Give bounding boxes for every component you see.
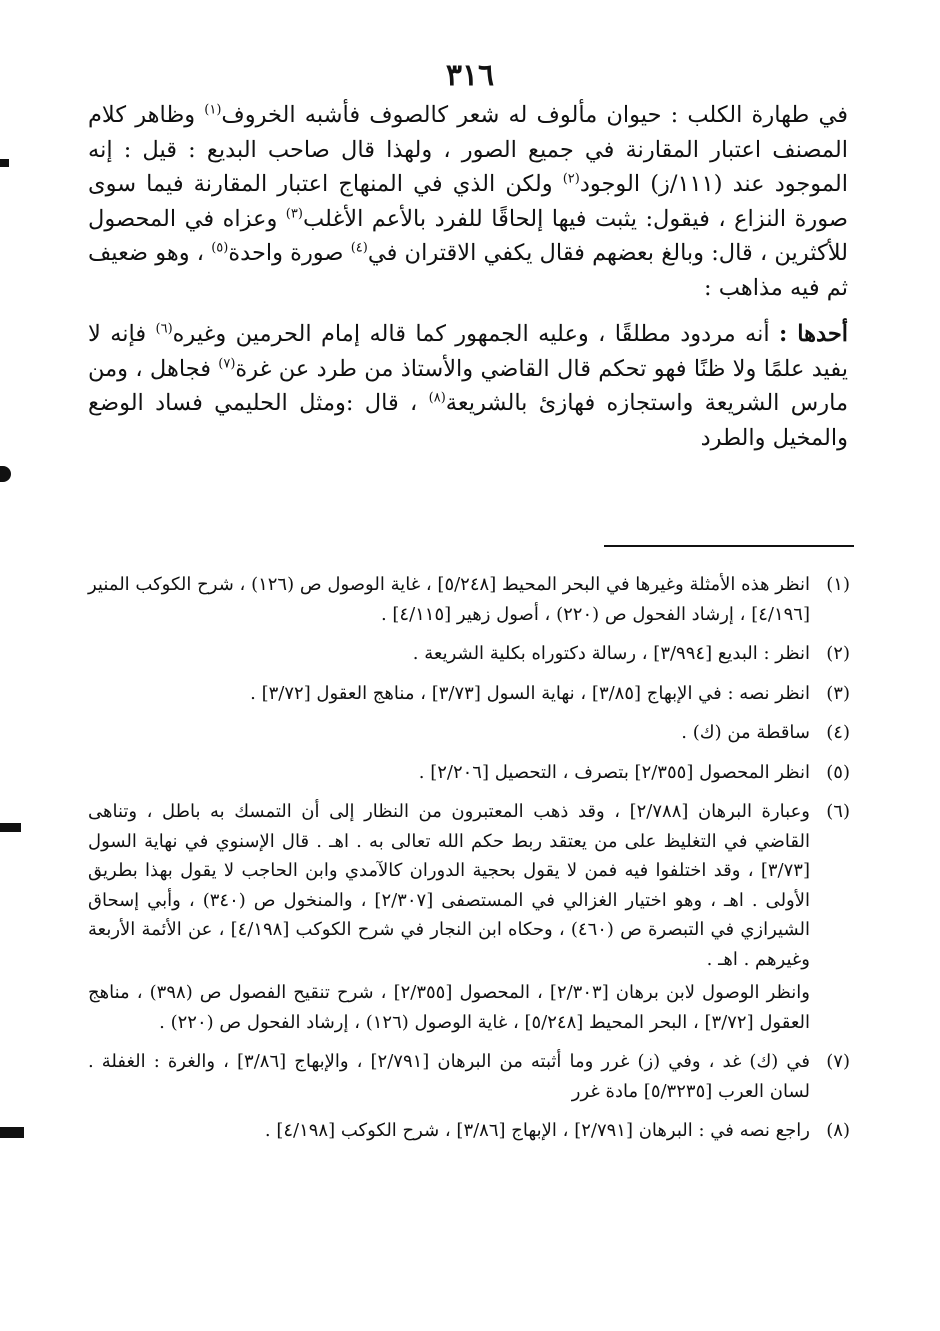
footnote-4 — [88, 718, 850, 748]
footnote-number: (١) — [826, 574, 850, 595]
footnote-number: (٤) — [826, 722, 850, 743]
main-paragraph-2: أحدها : أنه مردود مطلقًا ، وعليه الجمهور كما قاله إمام الحرمين وغيره$^{(٦)}$ فإنه لا يفيد علمًا ولا ظنًا فهو تحكم قال القاضي والأستاذ من طرد عن غرة$^{(٧)}$ فجاهل ، ومن مارس الشريعة واستجازه فهازئ بالشريعة$^{(٨)}$ ، قال :ومثل الحليمي فساد الوضع والمخيل والطرد — [88, 321, 849, 451]
footnote-text: انظر نصه : في الإبهاج [٣/٨٥] ، نهاية السول [٣/٧٣] ، مناهج العقول [٣/٧٢] . — [250, 682, 810, 704]
footnote-6 — [88, 797, 850, 1037]
footnote-text: انظر المحصول [٢/٣٥٥] بتصرف ، التحصيل [٢/٢٠٦] . — [418, 761, 810, 783]
footnote-text: وعبارة البرهان [٢/٧٨٨] ، وقد ذهب المعتبرون من النظار إلى أن التمسك به باطل ، وتناهى القاضي في التغليظ على من يعتقد ربط حكم الله تعالى به . اهـ . قال الإسنوي في نهاية السول [٣/٧٣] ، وقد اختلفوا فيه فمن لا يقول بحجية الدوران كالآمدي وابن الحاجب لا يقول بهذا بطريق الأولى . اهـ ، وهو اختيار الغزالي في المستصفى [٢/٣٠٧] ، والمنخول ص (٣٤٠) ، وأبي إسحاق الشيرازي في التبصرة ص (٤٦٠) ، وحكاه ابن النجار في شرح الكوكب [٤/١٩٨] ، عن الأئمة الأربعة وغيرهم . اهـ . — [88, 801, 811, 970]
first-view-heading: أحدها : — [778, 321, 848, 347]
main-text — [88, 98, 848, 455]
footnote-ref-8: (٨) — [428, 390, 446, 406]
footnote-number: (٥) — [826, 761, 850, 783]
footnote-ref-5: (٥) — [211, 240, 229, 256]
footnote-7 — [88, 1047, 850, 1106]
footnote-1 — [88, 570, 850, 629]
footnote-text: انظر : البديع [٣/٩٩٤] ، رسالة دكتوراه بكلية الشريعة . — [412, 643, 810, 664]
footnote-number: (٨) — [826, 1120, 850, 1141]
scan-mark — [0, 1127, 24, 1138]
footnote-number: (٦) — [826, 801, 850, 822]
footnote-number: (٧) — [826, 1051, 850, 1072]
footnotes — [88, 570, 850, 1156]
footnote-5 — [88, 758, 850, 788]
footnote-text: في (ك) غد ، وفي (ز) غرر وما أثبته من البرهان [٢/٧٩١] ، والإبهاج [٣/٨٦] ، والغرة : الغفلة . لسان العرب [٥/٣٢٣٥] مادة غرر — [88, 1051, 810, 1102]
footnote-ref-4: (٤) — [350, 240, 368, 256]
footnote-text: راجع نصه في : البرهان [٢/٧٩١] ، الإبهاج [٣/٨٦] ، شرح الكوكب [٤/١٩٨] . — [264, 1120, 810, 1141]
footnote-ref-6: (٦) — [155, 321, 173, 337]
footnote-ref-7: (٧) — [218, 356, 236, 371]
footnote-ref-2: (٢) — [562, 171, 580, 187]
footnote-text: انظر هذه الأمثلة وغيرها في البحر المحيط [٥/٢٤٨] ، غاية الوصول ص (١٢٦) ، شرح الكوكب المنير [٤/١٩٦] ، إرشاد الفحول ص (٢٢٠) ، أصول زهير [٤/١١٥] . — [88, 574, 810, 625]
scan-mark — [0, 823, 21, 832]
footnote-number: (٢) — [826, 643, 850, 664]
footnote-text: ساقطة من (ك) . — [681, 722, 810, 743]
scan-mark — [0, 159, 9, 167]
page-number: ٣١٦ — [445, 58, 495, 93]
footnote-separator — [604, 545, 854, 547]
main-paragraph-1: في طهارة الكلب : حيوان مألوف له شعر كالصوف فأشبه الخروف$^{(١)}$ وظاهر كلام المصنف اعتبار المقارنة في جميع الصور ، ولهذا قال صاحب البديع : قيل : إنه الموجود عند (١١١/ز) الوجود$^{(٢)}$ ولكن الذي في المنهاج اعتبار المقارنة فيما سوى صورة النزاع ، فيقول: يثبت فيها إلحاقًا للفرد بالأعم الأغلب$^{(٣)}$ وعزاه في المحصول للأكثرين ، قال: وبالغ بعضهم فقال يكفي الاقتران في$^{(٤)}$ صورة واحدة$^{(٥)}$ ، وهو ضعيف ثم فيه مذاهب : — [88, 102, 848, 301]
footnote-ref-1: (١) — [204, 102, 222, 118]
scan-mark — [0, 466, 11, 482]
footnote-ref-3: (٣) — [285, 206, 303, 221]
footnote-8 — [88, 1116, 850, 1146]
footnote-2 — [88, 639, 850, 669]
footnote-number: (٣) — [826, 682, 850, 704]
footnote-text-continued: وانظر الوصول لابن برهان [٢/٣٠٣] ، المحصول [٢/٣٥٥] ، شرح تنقيح الفصول ص (٣٩٨) ، مناهج العقول [٣/٧٢] ، البحر المحيط [٥/٢٤٨] ، غاية الوصول (١٢٦) ، إرشاد الفحول ص (٢٢٠) . — [88, 982, 810, 1033]
footnote-3 — [88, 679, 850, 709]
